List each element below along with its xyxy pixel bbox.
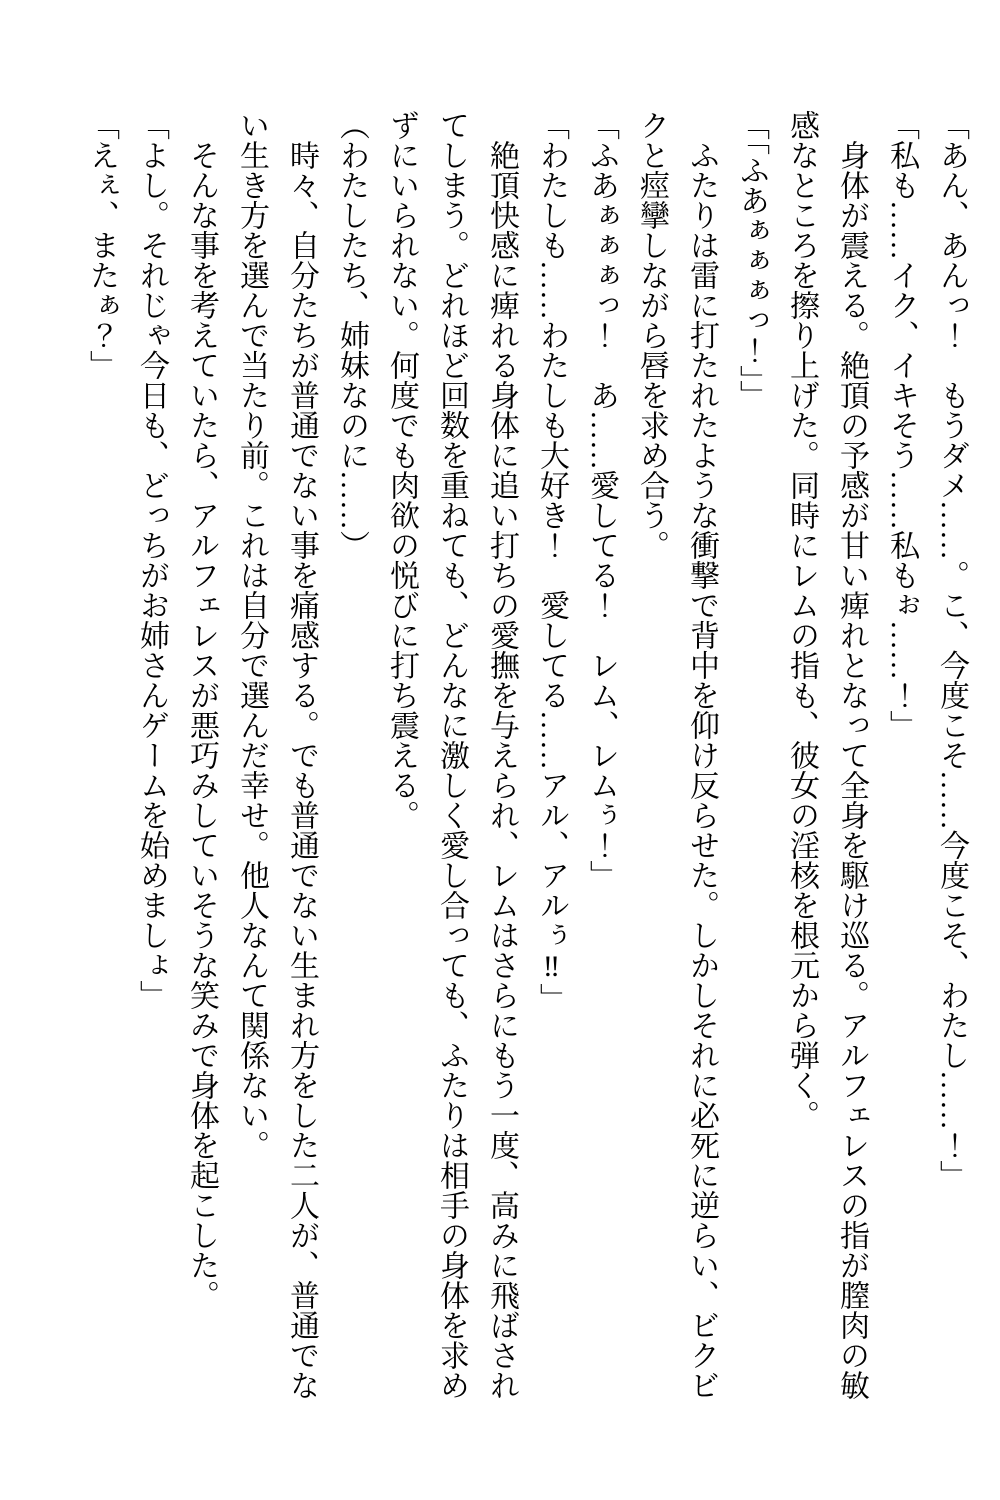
- dialogue-line-4: 「ふあぁぁぁっ！ あ……愛してる！ レム、レムぅ！」: [585, 110, 618, 890]
- dialogue-line-1: 「あん、あんっ！ もうダメ……。こ、今度こそ……今度こそ、わたし……！」: [935, 110, 968, 1190]
- narration-paragraph-1: 身体が震える。絶頂の予感が甘い痺れとなって全身を駆け巡る。アルフェレスの指が膣肉の敏感なところを擦り上げた。同時にレムの指も、彼女の淫核を根元から弾く。: [785, 110, 868, 1400]
- thought-line: （わたしたち、姉妹なのに……）: [335, 110, 368, 560]
- dialogue-line-7: 「えぇ、またぁ？」: [85, 110, 118, 380]
- narration-paragraph-2: ふたりは雷に打たれたような衝撃で背中を仰け反らせた。しかしそれに必死に逆らい、ビクビクと痙攣しながら唇を求め合う。: [635, 110, 718, 1400]
- narration-paragraph-4: 時々、自分たちが普通でない事を痛感する。でも普通でない生まれ方をした二人が、普通でない生き方を選んで当たり前。これは自分で選んだ幸せ。他人なんて関係ない。: [235, 110, 318, 1400]
- dialogue-line-3: 「「ふあぁぁぁっ！」」: [735, 110, 768, 410]
- dialogue-line-2: 「私も……イク、イキそう……私もぉ……！」: [885, 110, 918, 740]
- narration-paragraph-5: そんな事を考えていたら、アルフェレスが悪巧みしていそうな笑みで身体を起こした。: [185, 140, 218, 1310]
- dialogue-line-5: 「わたしも……わたしも大好き！ 愛してる……アル、アルぅ‼」: [535, 110, 568, 1013]
- dialogue-line-6: 「よし。それじゃ今日も、どっちがお姉さんゲームを始めましょ」: [135, 110, 168, 1010]
- narration-paragraph-3: 絶頂快感に痺れる身体に追い打ちの愛撫を与えられ、レムはさらにもう一度、高みに飛ばされてしまう。どれほど回数を重ねても、どんなに激しく愛し合っても、ふたりは相手の身体を求めずにいられない。何度でも肉欲の悦びに打ち震える。: [385, 110, 518, 1400]
- novel-text-block: [76, 110, 976, 1402]
